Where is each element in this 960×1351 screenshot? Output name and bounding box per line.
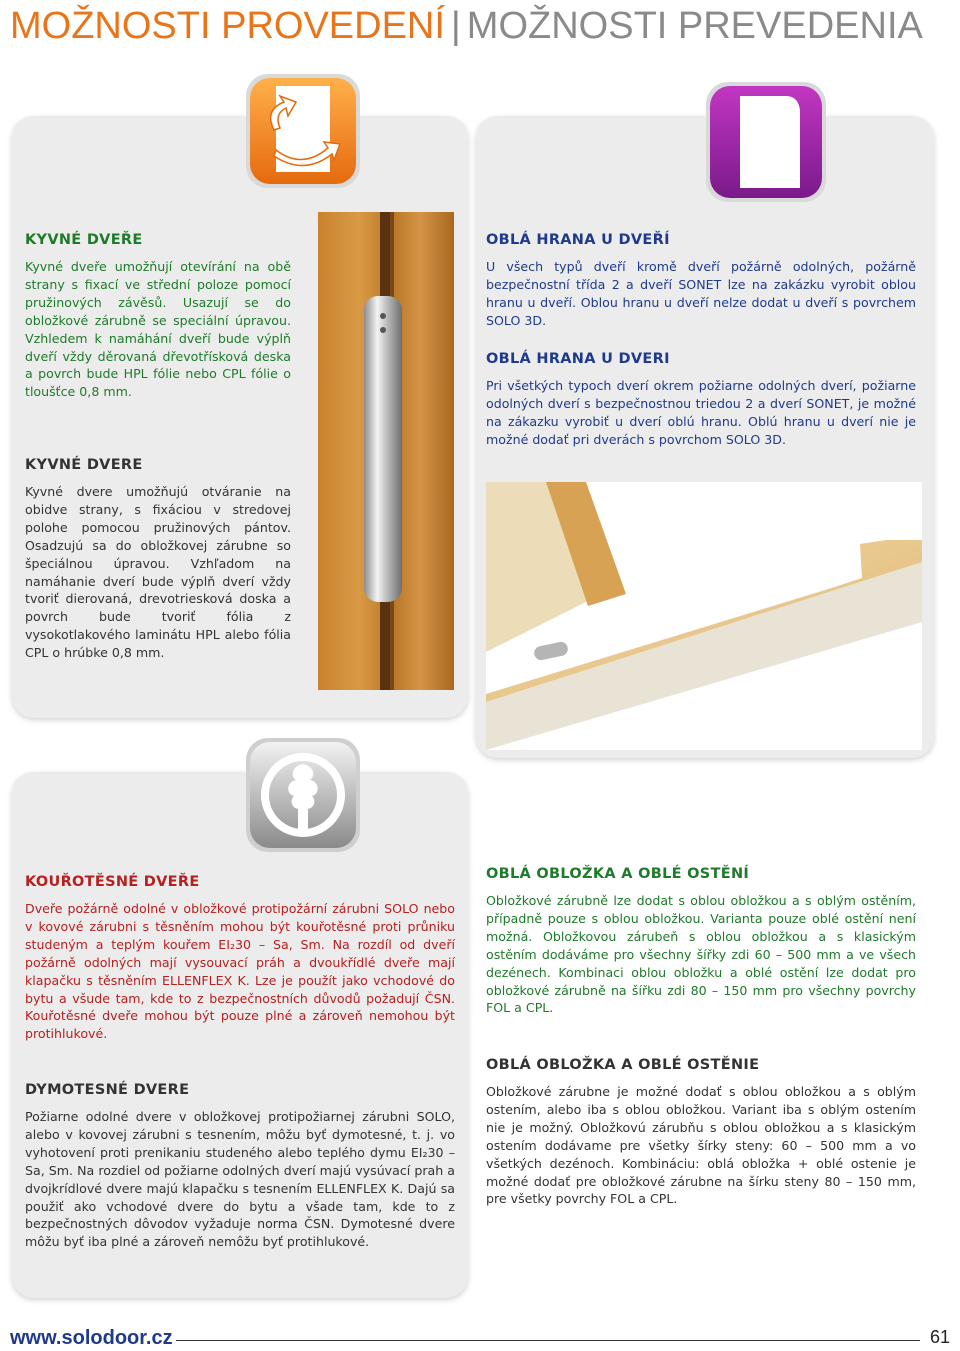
title-sk: MOŽNOSTI PREVEDENIA [466, 5, 923, 47]
round-trim-sk-body: Obložkové zárubne je možné dodať s oblou obložkou a s oblým ostením, alebo iba s oblou obložkou. Variant iba s oblým ostením nie je možný. Obložkovú zárubňu s oblou obložkou a s klasickým ostením dodávame pre všetky šírky steny: 60 – 500 mm a vo všetkých dezénoch. Kombináciu: oblá obložka + oblé ostenie je možné dodať pre obložkové zárubne na šírku steny 80 – 150 mm, pre všetky povrchy FOL a CPL. [486, 1084, 916, 1207]
round-trim-cz [486, 866, 916, 1017]
hinge-photo [318, 212, 454, 690]
smoke-doors-cz [25, 874, 455, 1043]
round-edge-cz-heading: OBLÁ HRANA U DVEŘÍ [486, 232, 670, 248]
footer-website-link[interactable]: www.solodoor.cz [10, 1327, 173, 1349]
round-trim-sk [486, 1057, 916, 1208]
round-edge-sk-heading: OBLÁ HRANA U DVERI [486, 351, 670, 367]
round-edge-icon [704, 80, 828, 204]
smoke-doors-sk-body: Požiarne odolné dvere v obložkovej protipožiarnej zárubni SOLO, alebo v kovovej zárubni s tesnením, môžu byť dymotesné, t. j. vo vyhotovení proti prenikaniu studeného alebo teplého dymu EI₂30 – Sa, Sm. Na rozdiel od požiarne odolných dverí majú vysúvací prah a dvojkrídlové dvere majú klapačku s tesnením ELLENFLEX K. Dajú sa použiť ako vchodové dvere do bytu a všade tam, kde to z bezpečnostných dôvodov vyžaduje norma ČSN. Dymotesné dvere môžu byť iba plné a zároveň nemôžu byť protihlukové. [25, 1109, 455, 1250]
swing-doors-sk-body: Kyvné dvere umožňujú otváranie na obidve strany, s fixáciou v stredovej polohe pomocou pružinových pántov. Osadzujú sa do obložkovej zárubne so špeciálnou úpravou. Vzhľadom na namáhanie dverí bude výplň dverí vždy tvoriť dierovaná, drevotriesková doska a povrch bude tvoriť fólia z vysokotlakového laminátu HPL alebo fólia CPL o hrúbke 0,8 mm. [25, 484, 291, 661]
smoke-doors-cz-heading: KOUŘOTĚSNÉ DVEŘE [25, 874, 200, 890]
title-separator: | [450, 5, 461, 47]
round-edge-photo [486, 482, 922, 750]
smoke-doors-sk-heading: DYMOTESNÉ DVERE [25, 1082, 190, 1098]
round-trim-cz-heading: OBLÁ OBLOŽKA A OBLÉ OSTĚNÍ [486, 866, 750, 882]
page-title [10, 2, 923, 50]
smoke-doors-cz-body: Dveře požárně odolné v obložkové protipožární zárubni SOLO nebo v kovové zárubni s těsněním mohou být kouřotěsné proti průniku studeným a teplým kouřem EI₂30 – Sa, Sm. Na rozdíl od dveří požárně odolných mají vysouvací práh a dvoukřídlé dveře mají klapačku s těsněním ELLENFLEX K. Lze je použít jako vchodové do bytu a všude tam, kde to z bezpečnostních důvodů požadují ČSN. Kouřotěsné dveře mohou být pouze plné a zároveň nemohou být protihlukové. [25, 901, 455, 1042]
round-trim-cz-body: Obložkové zárubně lze dodat s oblou obložkou a s oblým ostěním, případně pouze s oblou obložkou. Varianta pouze oblé ostění není možná. Obložkovou zárubeň s oblou obložkou a s klasickým ostěním dodáváme pro všechny šířky zdi 60 – 500 mm a ve všech dezénech. Kombinaci oblou obložku a oblé ostění lze dodat pro obložkové zárubně na šířku zdi 80 – 150 mm pro všechny povrchy FOL a CPL. [486, 893, 916, 1016]
swing-doors-cz-heading: KYVNÉ DVEŘE [25, 232, 143, 248]
swing-doors-cz [25, 232, 291, 401]
smoke-tight-icon [244, 736, 362, 854]
round-trim-sk-heading: OBLÁ OBLOŽKA A OBLÉ OSTĚNIE [486, 1057, 760, 1073]
swing-door-icon [244, 72, 362, 190]
round-edge-sk-body: Pri všetkých typoch dverí okrem požiarne odolných dverí, požiarne odolných dverí s bezpečnostnou triedou 2 a dverí SONET, je možné na zákazku vyrobiť u dverí oblú hranu. Oblú hranu u dverí nie je možné dodať pri dverách s povrchom SOLO 3D. [486, 378, 916, 447]
round-edge-sk [486, 351, 916, 449]
round-edge-cz-body: U všech typů dveří kromě dveří požárně odolných, požárně bezpečnostní třída 2 a dveří SONET lze na zakázku vyrobit oblou hranu u dveří. Oblou hranu u dveří nelze dodat u dveří s povrchem SOLO 3D. [486, 259, 916, 328]
swing-doors-cz-body: Kyvné dveře umožňují otevírání na obě strany s fixací ve střední poloze pomocí pružinových závěsů. Usazují se do obložkové zárubně se speciální úpravou. Vzhledem k namáhání dveří bude výplň dveří vždy děrovaná dřevotřísková deska a povrch bude HPL fólie nebo CPL fólie o tloušťce 0,8 mm. [25, 259, 291, 400]
swing-doors-sk-heading: KYVNÉ DVERE [25, 457, 143, 473]
page-number: 61 [930, 1327, 951, 1347]
round-edge-cz [486, 232, 916, 330]
footer-divider [176, 1340, 920, 1341]
swing-doors-sk [25, 457, 291, 662]
smoke-doors-sk [25, 1082, 455, 1251]
title-cz: MOŽNOSTI PROVEDENÍ [10, 5, 445, 47]
